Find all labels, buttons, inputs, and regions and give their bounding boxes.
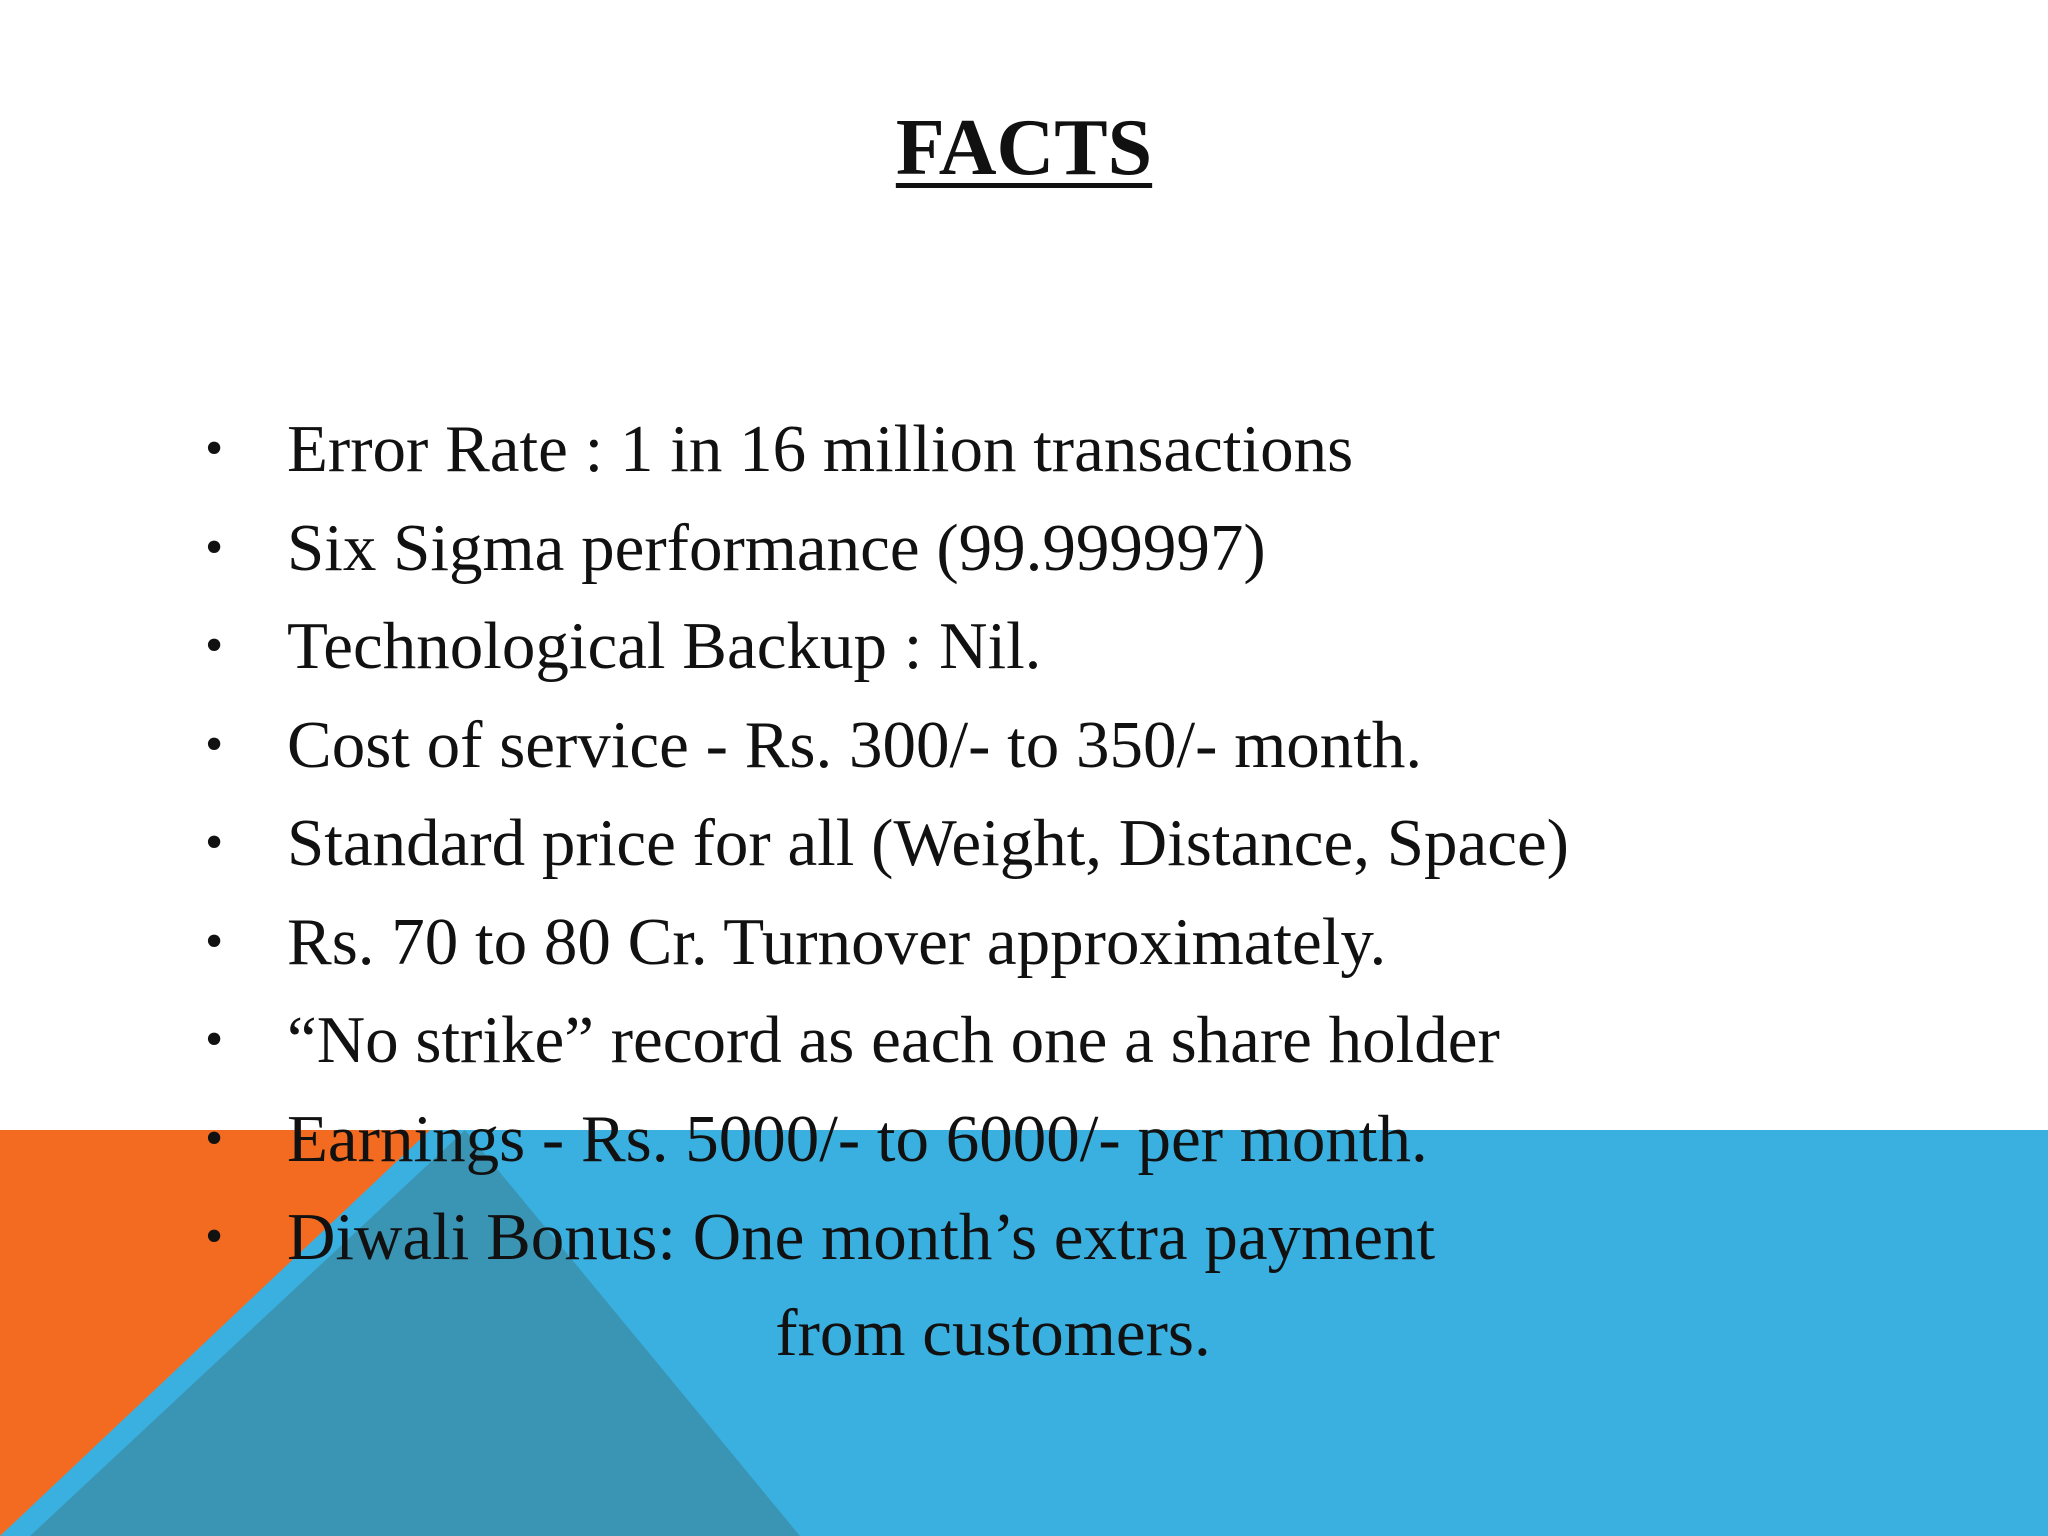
list-item-text: Earnings - Rs. 5000/- to 6000/- per month. [287, 1101, 1428, 1176]
bullet-icon: • [205, 814, 224, 871]
bullet-continuation-text: from customers. [775, 1296, 1211, 1370]
list-item [205, 597, 1569, 696]
list-item [205, 400, 1569, 499]
list-item [205, 991, 1569, 1090]
bullet-icon: • [205, 912, 224, 970]
bullet-icon: • [205, 1011, 224, 1068]
list-item-text: Error Rate : 1 in 16 million transactions [287, 412, 1354, 486]
facts-list [205, 400, 1569, 1287]
list-item-text: Rs. 70 to 80 Cr. Turnover approximately. [287, 904, 1387, 979]
slide-title: FACTS [895, 104, 1153, 192]
list-item-text: Diwali Bonus: One month’s extra payment [287, 1200, 1436, 1274]
list-item-text: Standard price for all (Weight, Distance, Space) [287, 806, 1569, 880]
list-item [205, 1090, 1569, 1189]
list-item-text: Six Sigma performance (99.999997) [287, 510, 1266, 585]
bullet-icon: • [205, 518, 224, 576]
bullet-icon: • [205, 617, 224, 674]
bullet-icon: • [205, 715, 224, 773]
list-item [205, 893, 1569, 992]
bullet-icon: • [205, 1208, 224, 1265]
list-item-text: Technological Backup : Nil. [287, 609, 1042, 683]
bullet-icon: • [205, 420, 224, 477]
list-item [205, 499, 1569, 598]
list-item-text: “No strike” record as each one a share holder [287, 1003, 1500, 1077]
list-item [205, 1188, 1569, 1287]
bullet-icon: • [205, 1109, 224, 1167]
list-item [205, 794, 1569, 893]
list-item-text: Cost of service - Rs. 300/- to 350/- month. [287, 707, 1423, 782]
list-item [205, 696, 1569, 795]
